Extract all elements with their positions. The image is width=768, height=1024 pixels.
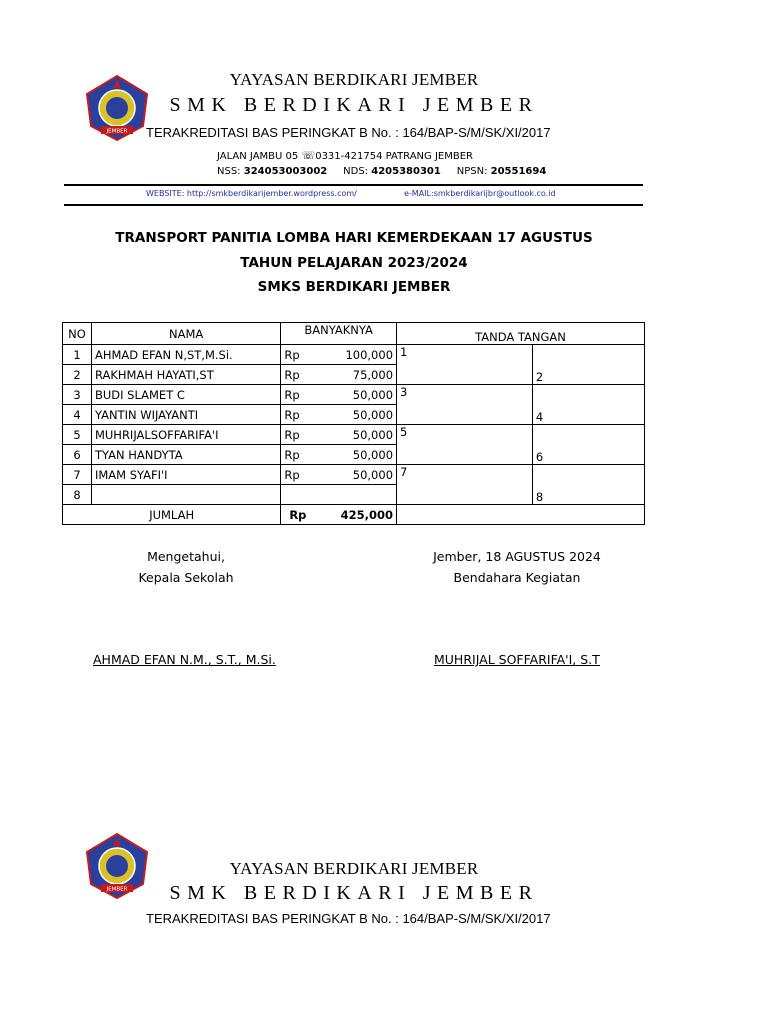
doc-title-line3: SMKS BERDIKARI JEMBER bbox=[257, 279, 451, 295]
doc-title-line2: TAHUN PELAJARAN 2023/2024 bbox=[240, 255, 468, 271]
row-rp: Rp bbox=[281, 445, 320, 465]
row-nama: YANTIN WIJAYANTI bbox=[91, 405, 280, 425]
row-rp: Rp bbox=[281, 365, 320, 385]
row-amount: 50,000 bbox=[320, 465, 396, 485]
row-rp bbox=[281, 485, 320, 505]
table-header-row bbox=[63, 323, 645, 345]
right-sign-line2: Bendahara Kegiatan bbox=[453, 570, 581, 585]
row-amount: 75,000 bbox=[320, 365, 396, 385]
address-line bbox=[217, 149, 473, 162]
row-no: 3 bbox=[63, 385, 92, 405]
signature-cell[interactable]: 5 bbox=[397, 425, 533, 465]
doc-title-line1: TRANSPORT PANITIA LOMBA HARI KEMERDEKAAN 17 AGUSTUS bbox=[115, 230, 593, 246]
npsn-value: 20551694 bbox=[490, 166, 547, 177]
row-no: 4 bbox=[63, 405, 92, 425]
row-rp: Rp bbox=[281, 425, 320, 445]
right-signatory-name bbox=[434, 652, 600, 667]
row-no: 6 bbox=[63, 445, 92, 465]
signature-cell[interactable]: 6 bbox=[532, 425, 644, 465]
footer-school-name: SMK BERDIKARI JEMBER bbox=[169, 882, 539, 904]
nss-label: NSS: bbox=[217, 166, 241, 177]
header-tanda-tangan: TANDA TANGAN bbox=[397, 323, 645, 345]
header-banyaknya: BANYAKNYA bbox=[281, 323, 397, 345]
signature-cell[interactable]: 8 bbox=[532, 465, 644, 505]
table-row bbox=[63, 345, 645, 365]
signature-cell[interactable]: 2 bbox=[532, 345, 644, 385]
signature-cell[interactable]: 3 bbox=[397, 385, 533, 425]
signature-cell[interactable]: 7 bbox=[397, 465, 533, 505]
row-amount bbox=[320, 485, 396, 505]
right-sign-line1: Jember, 18 AGUSTUS 2024 bbox=[433, 549, 601, 564]
table-row bbox=[63, 385, 645, 405]
row-nama bbox=[91, 485, 280, 505]
row-amount: 50,000 bbox=[320, 445, 396, 465]
footer-accreditation-text: TERAKREDITASI BAS PERINGKAT B No. : 164/BAP-S/M/SK/XI/2017 bbox=[146, 911, 551, 926]
row-rp: Rp bbox=[281, 405, 320, 425]
header-no: NO bbox=[63, 323, 92, 345]
header-nama: NAMA bbox=[91, 323, 280, 345]
row-amount: 50,000 bbox=[320, 425, 396, 445]
row-no: 8 bbox=[63, 485, 92, 505]
total-row bbox=[63, 505, 645, 525]
website-link[interactable]: WEBSITE: http://smkberdikarijember.wordpress.com/ bbox=[146, 189, 357, 198]
row-nama: RAKHMAH HAYATI,ST bbox=[91, 365, 280, 385]
address-phone: 0331-421754 PATRANG JEMBER bbox=[315, 151, 473, 162]
transport-table bbox=[62, 322, 645, 525]
total-rp: Rp bbox=[281, 505, 320, 525]
total-empty bbox=[397, 505, 645, 525]
left-sign-line2: Kepala Sekolah bbox=[138, 570, 234, 585]
header-divider-bottom bbox=[64, 204, 643, 206]
row-no: 2 bbox=[63, 365, 92, 385]
row-no: 5 bbox=[63, 425, 92, 445]
header-divider-top bbox=[64, 184, 643, 186]
total-amount: 425,000 bbox=[320, 505, 396, 525]
nds-value: 4205380301 bbox=[371, 166, 441, 177]
left-sign-line1: Mengetahui, bbox=[147, 549, 225, 564]
row-amount: 50,000 bbox=[320, 405, 396, 425]
total-label: JUMLAH bbox=[63, 505, 281, 525]
signature-cell[interactable]: 1 bbox=[397, 345, 533, 385]
row-nama: TYAN HANDYTA bbox=[91, 445, 280, 465]
address-street: JALAN JAMBU 05 bbox=[217, 151, 299, 162]
row-amount: 50,000 bbox=[320, 385, 396, 405]
logo-bottom-text: JEMBER bbox=[106, 886, 128, 893]
school-ids bbox=[217, 166, 546, 177]
row-amount: 100,000 bbox=[320, 345, 396, 365]
email-link[interactable]: e-MAIL:smkberdikarijbr@outlook.co.id bbox=[404, 189, 556, 198]
nds-label: NDS: bbox=[343, 166, 369, 177]
yayasan-name: YAYASAN BERDIKARI JEMBER bbox=[229, 70, 479, 89]
row-no: 1 bbox=[63, 345, 92, 365]
nss-value: 324053003002 bbox=[243, 166, 328, 177]
row-nama: AHMAD EFAN N,ST,M.Si. bbox=[91, 345, 280, 365]
row-rp: Rp bbox=[281, 345, 320, 365]
npsn-label: NPSN: bbox=[456, 166, 488, 177]
footer-yayasan-name: YAYASAN BERDIKARI JEMBER bbox=[229, 859, 479, 878]
accreditation-text: TERAKREDITASI BAS PERINGKAT B No. : 164/BAP-S/M/SK/XI/2017 bbox=[146, 125, 551, 140]
row-nama: IMAM SYAFI'I bbox=[91, 465, 280, 485]
right-signatory-text: MUHRIJAL SOFFARIFA'I, S.T bbox=[434, 652, 600, 667]
table-row bbox=[63, 425, 645, 445]
left-signatory-text: AHMAD EFAN N.M., S.T., M.Si. bbox=[93, 652, 276, 667]
row-no: 7 bbox=[63, 465, 92, 485]
row-rp: Rp bbox=[281, 385, 320, 405]
row-nama: BUDI SLAMET C bbox=[91, 385, 280, 405]
row-nama: MUHRIJALSOFFARIFA'I bbox=[91, 425, 280, 445]
logo-bottom-text: JEMBER bbox=[106, 128, 128, 135]
table-row bbox=[63, 465, 645, 485]
row-rp: Rp bbox=[281, 465, 320, 485]
signature-cell[interactable]: 4 bbox=[532, 385, 644, 425]
phone-icon: ☏ bbox=[301, 149, 316, 162]
school-name: SMK BERDIKARI JEMBER bbox=[169, 94, 539, 116]
left-signatory-name bbox=[93, 652, 276, 667]
